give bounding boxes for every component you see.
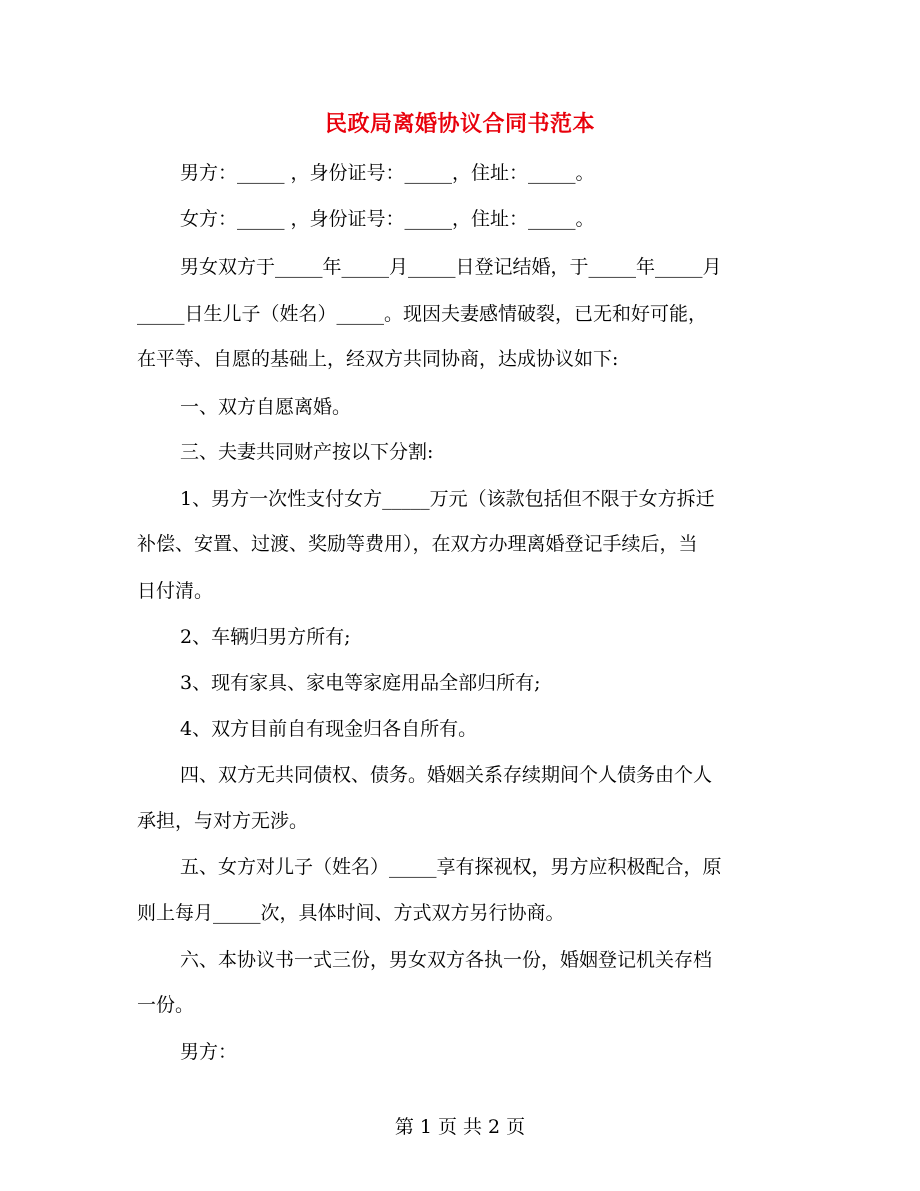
item-1-line-3: 日付清。 — [137, 580, 214, 602]
clause-six-line-1: 六、本协议书一式三份，男女双方各执一份，婚姻登记机关存档 — [180, 949, 713, 971]
clause-four-line-2: 承担，与对方无涉。 — [137, 810, 309, 832]
marriage-paragraph-line-3: 在平等、自愿的基础上，经双方共同协商，达成协议如下: — [137, 348, 619, 370]
clause-five-line-1: 五、女方对儿子（姓名）_____享有探视权，男方应积极配合，原 — [180, 856, 722, 878]
clause-one: 一、双方自愿离婚。 — [180, 396, 352, 418]
document-title: 民政局离婚协议合同书范本 — [324, 111, 595, 137]
marriage-paragraph-line-1: 男女双方于_____年_____月_____日登记结婚，于_____年_____月 — [180, 256, 722, 278]
male-signature-label: 男方： — [180, 1041, 238, 1063]
clause-three-heading: 三、夫妻共同财产按以下分割: — [180, 441, 434, 463]
clause-six-line-2: 一份。 — [137, 994, 195, 1016]
female-party-line: 女方：_____ ，身份证号：_____，住址：_____。 — [180, 208, 595, 230]
male-party-line: 男方：_____ ，身份证号：_____，住址：_____。 — [180, 162, 595, 184]
item-3: 3、现有家具、家电等家庭用品全部归所有; — [180, 672, 541, 694]
marriage-paragraph-line-2: _____日生儿子（姓名）_____。现因夫妻感情破裂，已无和好可能， — [137, 303, 708, 325]
clause-four-line-1: 四、双方无共同债权、债务。婚姻关系存续期间个人债务由个人 — [180, 764, 713, 786]
item-1-line-1: 1、男方一次性支付女方_____万元（该款包括但不限于女方拆迁 — [180, 488, 715, 510]
item-2: 2、车辆归男方所有; — [180, 626, 351, 648]
item-4: 4、双方目前自有现金归各自所有。 — [180, 718, 478, 740]
clause-five-line-2: 则上每月_____次，具体时间、方式双方另行协商。 — [137, 902, 565, 924]
page-footer: 第 1 页 共 2 页 — [394, 1116, 526, 1138]
item-1-line-2: 补偿、安置、过渡、奖励等费用），在双方办理离婚登记手续后，当 — [137, 533, 698, 555]
